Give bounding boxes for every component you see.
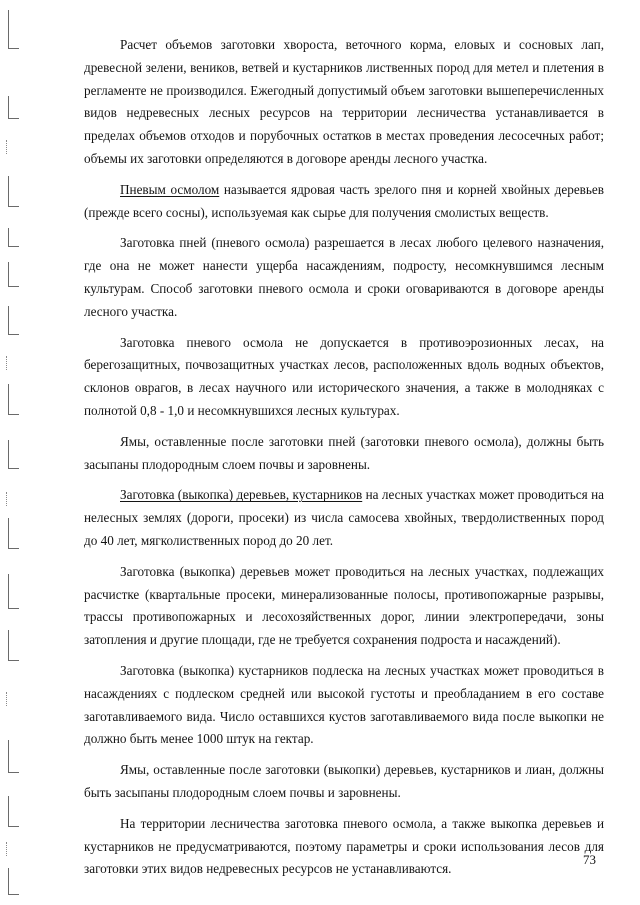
binding-mark	[8, 228, 19, 247]
paragraph	[84, 484, 604, 552]
paragraph-text: Заготовка (выкопка) кустарников подлеска на лесных участках может проводиться в насаждениях с подлеском средней или высокой густоты и преобладанием в его составе заготавливаемого вида. Число оставшихся кустов заготавливаемого вида после выкопки не должно быть менее 1000 штук на гектар.	[84, 662, 604, 747]
binding-mark	[8, 176, 19, 207]
binding-mark	[8, 740, 19, 773]
binding-tick	[6, 842, 11, 856]
body-text	[84, 34, 604, 889]
binding-mark	[8, 96, 19, 119]
paragraph-text: называется ядровая часть зрелого пня и корней хвойных деревьев (прежде всего сосны), используемая как сырье для получения смолистых веществ.	[84, 181, 604, 220]
binding-mark	[8, 10, 19, 49]
term-underlined: Пневым осмолом	[120, 181, 220, 197]
binding-mark	[8, 630, 19, 661]
paragraph	[84, 332, 604, 423]
binding-mark	[8, 574, 19, 609]
term-underlined: Заготовка (выкопка) деревьев, кустарников	[120, 487, 363, 503]
paragraph	[84, 34, 604, 171]
paragraph-text: На территории лесничества заготовка пневого осмола, а также выкопка деревьев и кустарников не предусматриваются, поэтому параметры и сроки использования лесов для заготовки этих видов недревесных ресурсов не устанавливаются.	[84, 815, 604, 877]
paragraph	[84, 179, 604, 225]
paragraph-text: Ямы, оставленные после заготовки (выкопки) деревьев, кустарников и лиан, должны быть засыпаны плодородным слоем почвы и заровнены.	[84, 762, 604, 800]
paragraph	[84, 561, 604, 652]
paragraph-text: Заготовка пневого осмола не допускается в противоэрозионных лесах, на берегозащитных, почвозащитных участках лесов, расположенных вдоль водных объектов, склонов оврагов, в лесах научного или исторического значения, а также в молодняках с полнотой 0,8 - 1,0 и несомкнувшихся лесных культурах.	[84, 334, 604, 418]
binding-mark	[8, 384, 19, 415]
binding-tick	[6, 356, 11, 370]
binding-tick	[6, 692, 11, 706]
binding-mark	[8, 518, 19, 549]
binding-mark	[8, 262, 19, 287]
paragraph-text: Заготовка (выкопка) деревьев может проводиться на лесных участках, подлежащих расчистке (квартальные просеки, минерализованные полосы, противопожарные разрывы, трассы противопожарных и лесохозяйственных дорог, линии электропередачи, зоны затопления и другие площади, где не требуется сохранения подроста и насаждений).	[84, 563, 604, 648]
binding-tick	[6, 492, 11, 506]
binding-mark	[8, 868, 19, 895]
paragraph-text: Ямы, оставленные после заготовки пней (заготовки пневого осмола), должны быть засыпаны плодородным слоем почвы и заровнены.	[84, 433, 604, 472]
binding-mark	[8, 796, 19, 827]
binding-mark	[8, 440, 19, 469]
paragraph	[84, 431, 604, 477]
binding-margin	[0, 0, 30, 905]
binding-tick	[6, 140, 11, 154]
paragraph	[84, 660, 604, 751]
paragraph-text: на лесных участках может проводиться на нелесных землях (дороги, просеки) из числа самосева хвойных, твердолиственных пород до 40 лет, мягколиственных пород до 20 лет.	[84, 487, 604, 548]
binding-mark	[8, 306, 19, 335]
paragraph	[84, 813, 604, 881]
paragraph-text: Расчет объемов заготовки хвороста, веточного корма, еловых и сосновых лап, древесной зелени, веников, ветвей и кустарников лиственных пород для метел и плетения в регламенте не производился. Ежегодный допустимый объем заготовки вышеперечисленных видов недревесных лесных ресурсов на территории лесничества устанавливается в пределах объемов отходов и порубочных остатков в местах проведения лесосечных работ; объемы их заготовки определяются в договоре аренды лесного участка.	[84, 37, 604, 166]
paragraph-text: Заготовка пней (пневого осмола) разрешается в лесах любого целевого назначения, где она не может нанести ущерба насаждениям, подросту, несомкнувшимся лесным культурам. Способ заготовки пневого осмола и сроки оговариваются в договоре аренды лесного участка.	[84, 235, 604, 319]
page-number: 73	[583, 852, 596, 867]
paragraph	[84, 232, 604, 323]
paragraph	[84, 759, 604, 805]
